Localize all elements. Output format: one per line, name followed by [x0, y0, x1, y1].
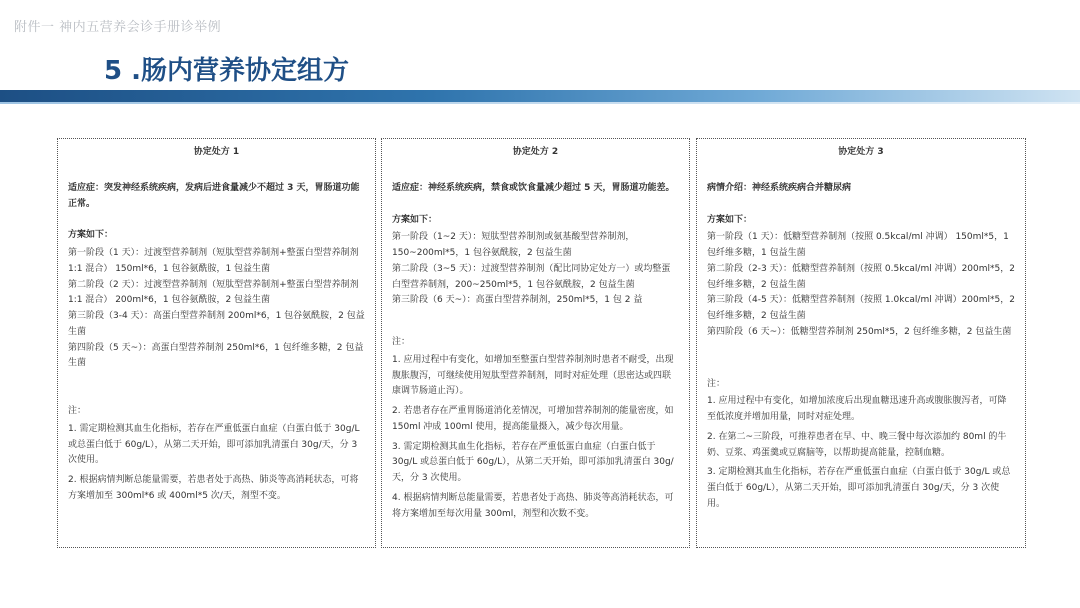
plan-heading: 方案如下： [707, 214, 753, 225]
plan-heading: 方案如下： [68, 230, 114, 241]
prescription-card-1 [57, 138, 376, 548]
notes-heading: 注： [707, 378, 726, 389]
prescription-card-2 [381, 138, 690, 548]
plan-heading: 方案如下： [392, 214, 438, 225]
plan-step: 第一阶段（1 天）：低糖型营养制剂（按照 0.5kcal/ml 冲调） 150ml*5，1 包纤维多糖，1 包益生菌 [707, 232, 1009, 258]
card-indication: 适应症：突发神经系统疾病，发病后进食量减少不超过 3 天，胃肠道功能正常。 [68, 182, 360, 209]
plan-step: 第二阶段（2-3 天）：低糖型营养制剂（按照 0.5kcal/ml 冲调）200ml*5，2 包纤维多糖，2 包益生菌 [707, 263, 1015, 290]
plan-step: 第四阶段（6 天~）：低糖型营养制剂 250ml*5，2 包纤维多糖，2 包益生菌 [707, 326, 1012, 337]
document-header-note: 附件一 神内五营养会诊手册诊举例 [14, 20, 222, 35]
plan-step: 第三阶段（3-4 天）：高蛋白型营养制剂 200ml*6，1 包谷氨酰胺，2 包益生菌 [68, 311, 365, 337]
plan-step: 第二阶段（3~5 天）：过渡型营养制剂（配比同协定处方一）或均整蛋白型营养制剂，200~250ml*5，1 包谷氨酰胺，2 包益生菌 [392, 263, 671, 290]
note-item: 2. 根据病情判断总能量需要，若患者处于高热、肺炎等高消耗状态，可将方案增加至 300ml*6 或 400ml*5 次/天，剂型不变。 [68, 475, 359, 501]
note-item: 3. 需定期检测其血生化指标，若存在严重低蛋白血症（白蛋白低于 30g/L 或总蛋白低于 60g/L），从第二天开始，即可添加乳清蛋白 30g/天，分 3 次使用。 [392, 441, 674, 483]
title-banner [0, 90, 1080, 102]
notes-heading: 注： [68, 406, 87, 416]
note-item: 1. 需定期检测其血生化指标，若存在严重低蛋白血症（白蛋白低于 30g/L 或总蛋白低于 60g/L），从第二天开始，即可添加乳清蛋白 30g/天，分 3 次使用。 [68, 423, 360, 466]
card-indication: 病情介绍：神经系统疾病合并糖尿病 [707, 182, 852, 193]
plan-step: 第二阶段（2 天）：过渡型营养制剂（短肽型营养制剂+整蛋白型营养制剂 1:1 混合） 200ml*6，1 包谷氨酰胺，2 包益生菌 [68, 279, 359, 306]
plan-step: 第三阶段（4-5 天）：低糖型营养制剂（按照 1.0kcal/ml 冲调）200ml*5，2 包纤维多糖，2 包益生菌 [707, 295, 1015, 321]
prescription-card-3 [696, 138, 1026, 548]
note-item: 2. 在第二~三阶段，可推荐患者在早、中、晚三餐中每次添加约 80ml 的牛奶、豆浆、鸡蛋羹或豆腐脑等，以帮助提高能量，控制血糖。 [707, 431, 1007, 458]
card-title: 协定处方 2 [512, 147, 559, 157]
note-item: 3. 定期检测其血生化指标，若存在严重低蛋白血症（白蛋白低于 30g/L 或总蛋白低于 60g/L），从第二天开始，即可添加乳清蛋白 30g/天，分 3 次使用。 [707, 467, 1011, 509]
plan-step: 第四阶段（5 天~）：高蛋白型营养制剂 250ml*6，1 包纤维多糖，2 包益生菌 [68, 342, 364, 369]
note-item: 2. 若患者存在严重胃肠道消化差情况，可增加营养制剂的能量密度，如 150ml 冲成 100ml 使用，提高能量摄入，减少每次用量。 [392, 406, 674, 432]
card-indication: 适应症：神经系统疾病，禁食或饮食量减少超过 5 天，胃肠道功能差。 [392, 182, 675, 193]
plan-step: 第一阶段（1~2 天）：短肽型营养制剂或氨基酸型营养制剂，150~200ml*5，1 包谷氨酰胺，2 包益生菌 [392, 232, 635, 258]
note-item: 1. 应用过程中有变化，如增加至整蛋白型营养制剂时患者不耐受，出现腹胀腹泻，可继续使用短肽型营养制剂，同时对症处理（思密达或四联康调节肠道止泻）。 [392, 354, 674, 397]
plan-step: 第三阶段（6 天~）：高蛋白型营养制剂，250ml*5，1 包 2 益 [392, 295, 643, 306]
card-title: 协定处方 1 [193, 147, 240, 157]
page-title: 5 .肠内营养协定组方 [104, 56, 350, 86]
card-title: 协定处方 3 [838, 147, 884, 157]
plan-step: 第一阶段（1 天）：过渡型营养制剂（短肽型营养制剂+整蛋白型营养制剂 1:1 混合） 150ml*6，1 包谷氨酰胺，1 包益生菌 [68, 248, 359, 274]
notes-heading: 注： [392, 337, 411, 347]
note-item: 4. 根据病情判断总能量需要，若患者处于高热、肺炎等高消耗状态，可将方案增加至每次用量 300ml，剂型和次数不变。 [392, 492, 674, 519]
note-item: 1. 应用过程中有变化，如增加浓度后出现血糖迅速升高或腹胀腹泻者，可降至低浓度并增加用量，同时对症处理。 [707, 396, 1007, 422]
